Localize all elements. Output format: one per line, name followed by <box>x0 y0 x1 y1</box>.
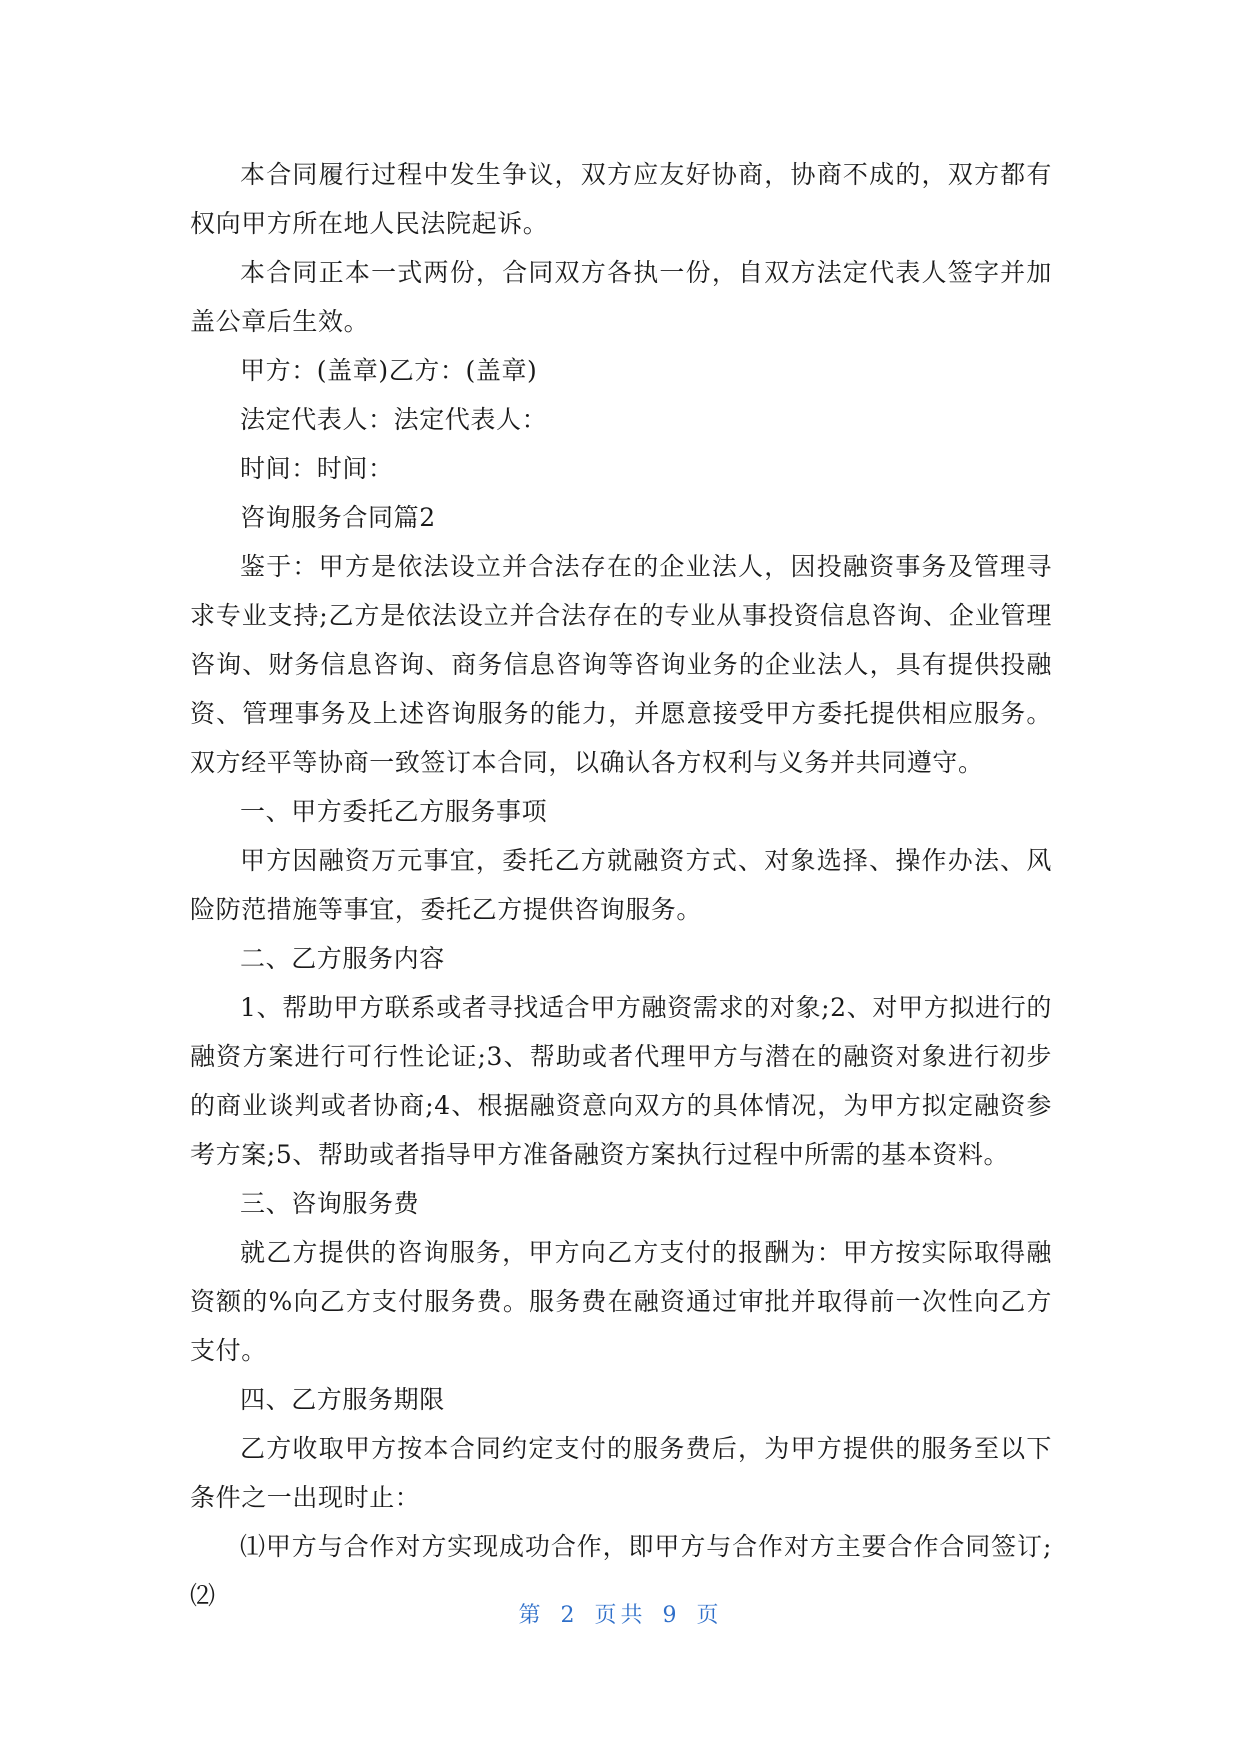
paragraph-service-fee: 就乙方提供的咨询服务，甲方向乙方支付的报酬为：甲方按实际取得融资额的%向乙方支付服务费。服务费在融资通过审批并取得前一次性向乙方支付。 <box>190 1238 1052 1365</box>
page-label-prefix: 第 <box>518 1603 545 1628</box>
paragraph-dispute-resolution: 本合同履行过程中发生争议，双方应友好协商，协商不成的，双方都有权向甲方所在地人民法院起诉。 <box>190 160 1052 238</box>
section-heading-service-content: 二、乙方服务内容 <box>240 944 445 973</box>
section-heading-contract-2: 咨询服务合同篇2 <box>240 503 436 532</box>
document-body <box>190 150 1052 1620</box>
paragraph-legal-representatives: 法定代表人：法定代表人： <box>240 405 548 434</box>
page-label-suffix: 页 <box>696 1603 723 1628</box>
section-heading-service-fee: 三、咨询服务费 <box>240 1189 420 1218</box>
paragraph-service-content: 1、帮助甲方联系或者寻找适合甲方融资需求的对象;2、对甲方拟进行的融资方案进行可行性论证;3、帮助或者代理甲方与潜在的融资对象进行初步的商业谈判或者协商;4、根据融资意向双方的具体情况，为甲方拟定融资参考方案;5、帮助或者指导甲方准备融资方案执行过程中所需的基本资料。 <box>190 993 1052 1169</box>
paragraph-party-seals: 甲方：(盖章)乙方：(盖章) <box>240 356 538 385</box>
paragraph-copies-effectiveness: 本合同正本一式两份，合同双方各执一份，自双方法定代表人签字并加盖公章后生效。 <box>190 258 1052 336</box>
current-page-number: 2 <box>560 1603 579 1628</box>
section-heading-entrusted-matters: 一、甲方委托乙方服务事项 <box>240 797 548 826</box>
paragraph-term-conditions: ⑴甲方与合作对方实现成功合作，即甲方与合作对方主要合作合同签订;⑵ <box>190 1532 1052 1610</box>
paragraph-time: 时间：时间： <box>240 454 394 483</box>
section-heading-service-term: 四、乙方服务期限 <box>240 1385 445 1414</box>
paragraph-service-term: 乙方收取甲方按本合同约定支付的服务费后，为甲方提供的服务至以下条件之一出现时止： <box>190 1434 1052 1512</box>
paragraph-entrusted-matters: 甲方因融资万元事宜，委托乙方就融资方式、对象选择、操作办法、风险防范措施等事宜，委托乙方提供咨询服务。 <box>190 846 1052 924</box>
page-number-footer <box>0 1598 1241 1629</box>
paragraph-whereas: 鉴于：甲方是依法设立并合法存在的企业法人，因投融资事务及管理寻求专业支持;乙方是依法设立并合法存在的专业从事投资信息咨询、企业管理咨询、财务信息咨询、商务信息咨询等咨询业务的企业法人，具有提供投融资、管理事务及上述咨询服务的能力，并愿意接受甲方委托提供相应服务。双方经平等协商一致签订本合同，以确认各方权利与义务并共同遵守。 <box>190 552 1052 777</box>
page-label-middle: 页共 <box>594 1603 647 1628</box>
total-pages-number: 9 <box>662 1603 681 1628</box>
